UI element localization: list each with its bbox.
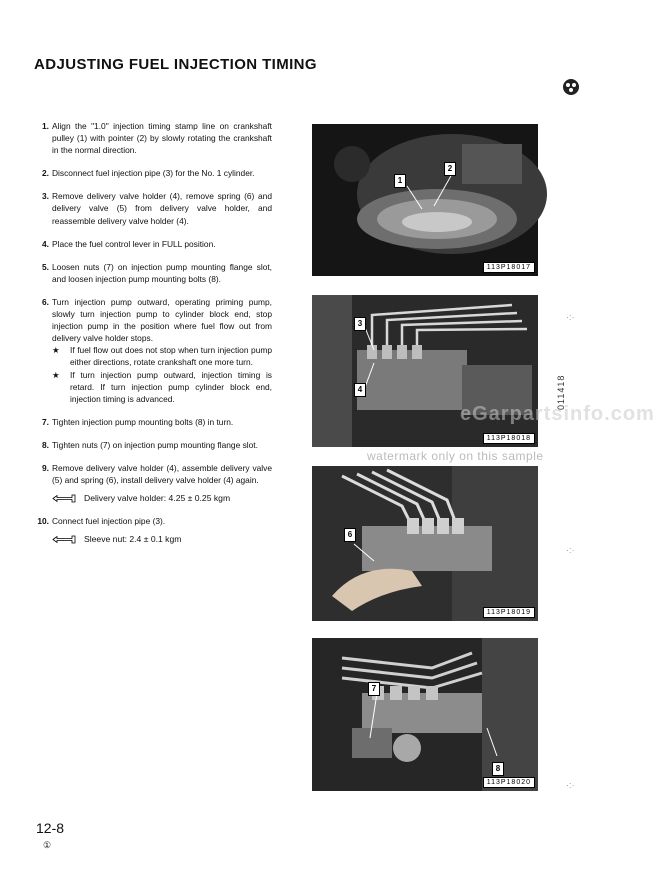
step-2 — [34, 167, 272, 179]
margin-speck: ·:· — [566, 780, 575, 790]
step-text: Remove delivery valve holder (4), assemble delivery valve (5) and spring (6), install delivery valve holder (4) again. — [52, 462, 272, 486]
callout-label: 1 — [394, 174, 406, 188]
margin-speck: ·:· — [566, 545, 575, 555]
step-number: 3. — [42, 191, 49, 202]
step-text: Loosen nuts (7) on injection pump mounting flange slot, and loosen injection pump mounting bolts (8). — [52, 261, 272, 284]
callout-label: 8 — [492, 762, 504, 776]
sample-watermark: watermark only on this sample — [367, 449, 544, 463]
corner-logo-icon — [562, 78, 580, 96]
torque-wrench-icon — [52, 535, 76, 544]
torque-spec-text: Delivery valve holder: 4.25 ± 0.25 kgm — [84, 493, 231, 504]
revision-mark: ① — [43, 840, 52, 850]
callout-label: 2 — [444, 162, 456, 176]
torque-wrench-icon — [52, 494, 76, 503]
step-text: Align the "1.0" injection timing stamp line on crankshaft pulley (1) with pointer (2) by slowly rotating the crankshaft in the normal direction. — [52, 121, 272, 156]
page-number: 12-8 — [36, 820, 65, 836]
figure-caption: 113P18020 — [483, 777, 535, 788]
step-text: Tighten injection pump mounting bolts (8) in turn. — [52, 416, 234, 427]
note-text: If fuel flow out does not stop when turn injection pump either directions, rotate crankshaft one more turn. — [70, 345, 272, 368]
figure-caption: 113P18018 — [483, 433, 535, 444]
figure-delivery-valve — [312, 466, 538, 621]
step-text: Remove delivery valve holder (4), remove spring (6) and delivery valve (5) from delivery valve holder, and reassemble delivery valve holder (4). — [52, 191, 272, 226]
step-8 — [34, 439, 272, 451]
step-text: Turn injection pump outward, operating priming pump, slowly turn injection pump to cylinder block end, stop injection pump in the position where fuel flow out from delivery valve holder stops. — [52, 296, 272, 344]
step-text: Place the fuel control lever in FULL position. — [52, 238, 216, 249]
step-1 — [34, 120, 272, 156]
star-icon: ★ — [52, 369, 60, 380]
figure-caption: 113P18017 — [483, 262, 535, 273]
callout-label: 4 — [354, 383, 366, 397]
step-number: 1. — [42, 121, 49, 131]
step-4 — [34, 238, 272, 250]
step-10 — [34, 515, 272, 545]
star-icon: ★ — [52, 345, 60, 356]
step-5 — [34, 261, 272, 285]
margin-speck: ·:· — [566, 312, 575, 322]
figure-mounting-flange — [312, 638, 538, 791]
figure-caption: 113P18019 — [483, 607, 535, 618]
step-6 — [34, 296, 272, 405]
procedure-steps — [34, 120, 272, 556]
callout-label: 6 — [344, 528, 356, 542]
torque-spec-text: Sleeve nut: 2.4 ± 0.1 kgm — [84, 534, 182, 545]
step-text: Disconnect fuel injection pipe (3) for the No. 1 cylinder. — [52, 168, 255, 179]
step-number: 5. — [42, 261, 49, 272]
callout-label: 3 — [354, 317, 366, 331]
step-number: 10. — [37, 516, 49, 527]
page-title: ADJUSTING FUEL INJECTION TIMING — [34, 56, 317, 73]
step-9 — [34, 462, 272, 504]
note-item — [52, 344, 272, 368]
step-number: 2. — [42, 168, 49, 179]
step-7 — [34, 416, 272, 428]
side-code: 011418 — [556, 374, 566, 410]
step-text: Tighten nuts (7) on injection pump mounting flange slot. — [52, 439, 258, 450]
figure-crankshaft-pulley — [312, 124, 538, 276]
torque-spec — [52, 492, 272, 504]
step-number: 8. — [42, 439, 49, 450]
step-text: Connect fuel injection pipe (3). — [52, 516, 166, 527]
callout-label: 7 — [368, 682, 380, 696]
step-3 — [34, 190, 272, 226]
step-number: 9. — [42, 462, 49, 473]
step-number: 6. — [42, 296, 49, 307]
step-number: 4. — [42, 238, 49, 249]
site-watermark: eGarpartsinfo.com — [460, 403, 655, 425]
step-number: 7. — [42, 416, 49, 427]
note-item — [52, 369, 272, 405]
torque-spec — [52, 533, 272, 545]
note-text: If turn injection pump outward, injection timing is retard. If turn injection pump cylinder block end, injection timing is advanced. — [70, 369, 272, 404]
